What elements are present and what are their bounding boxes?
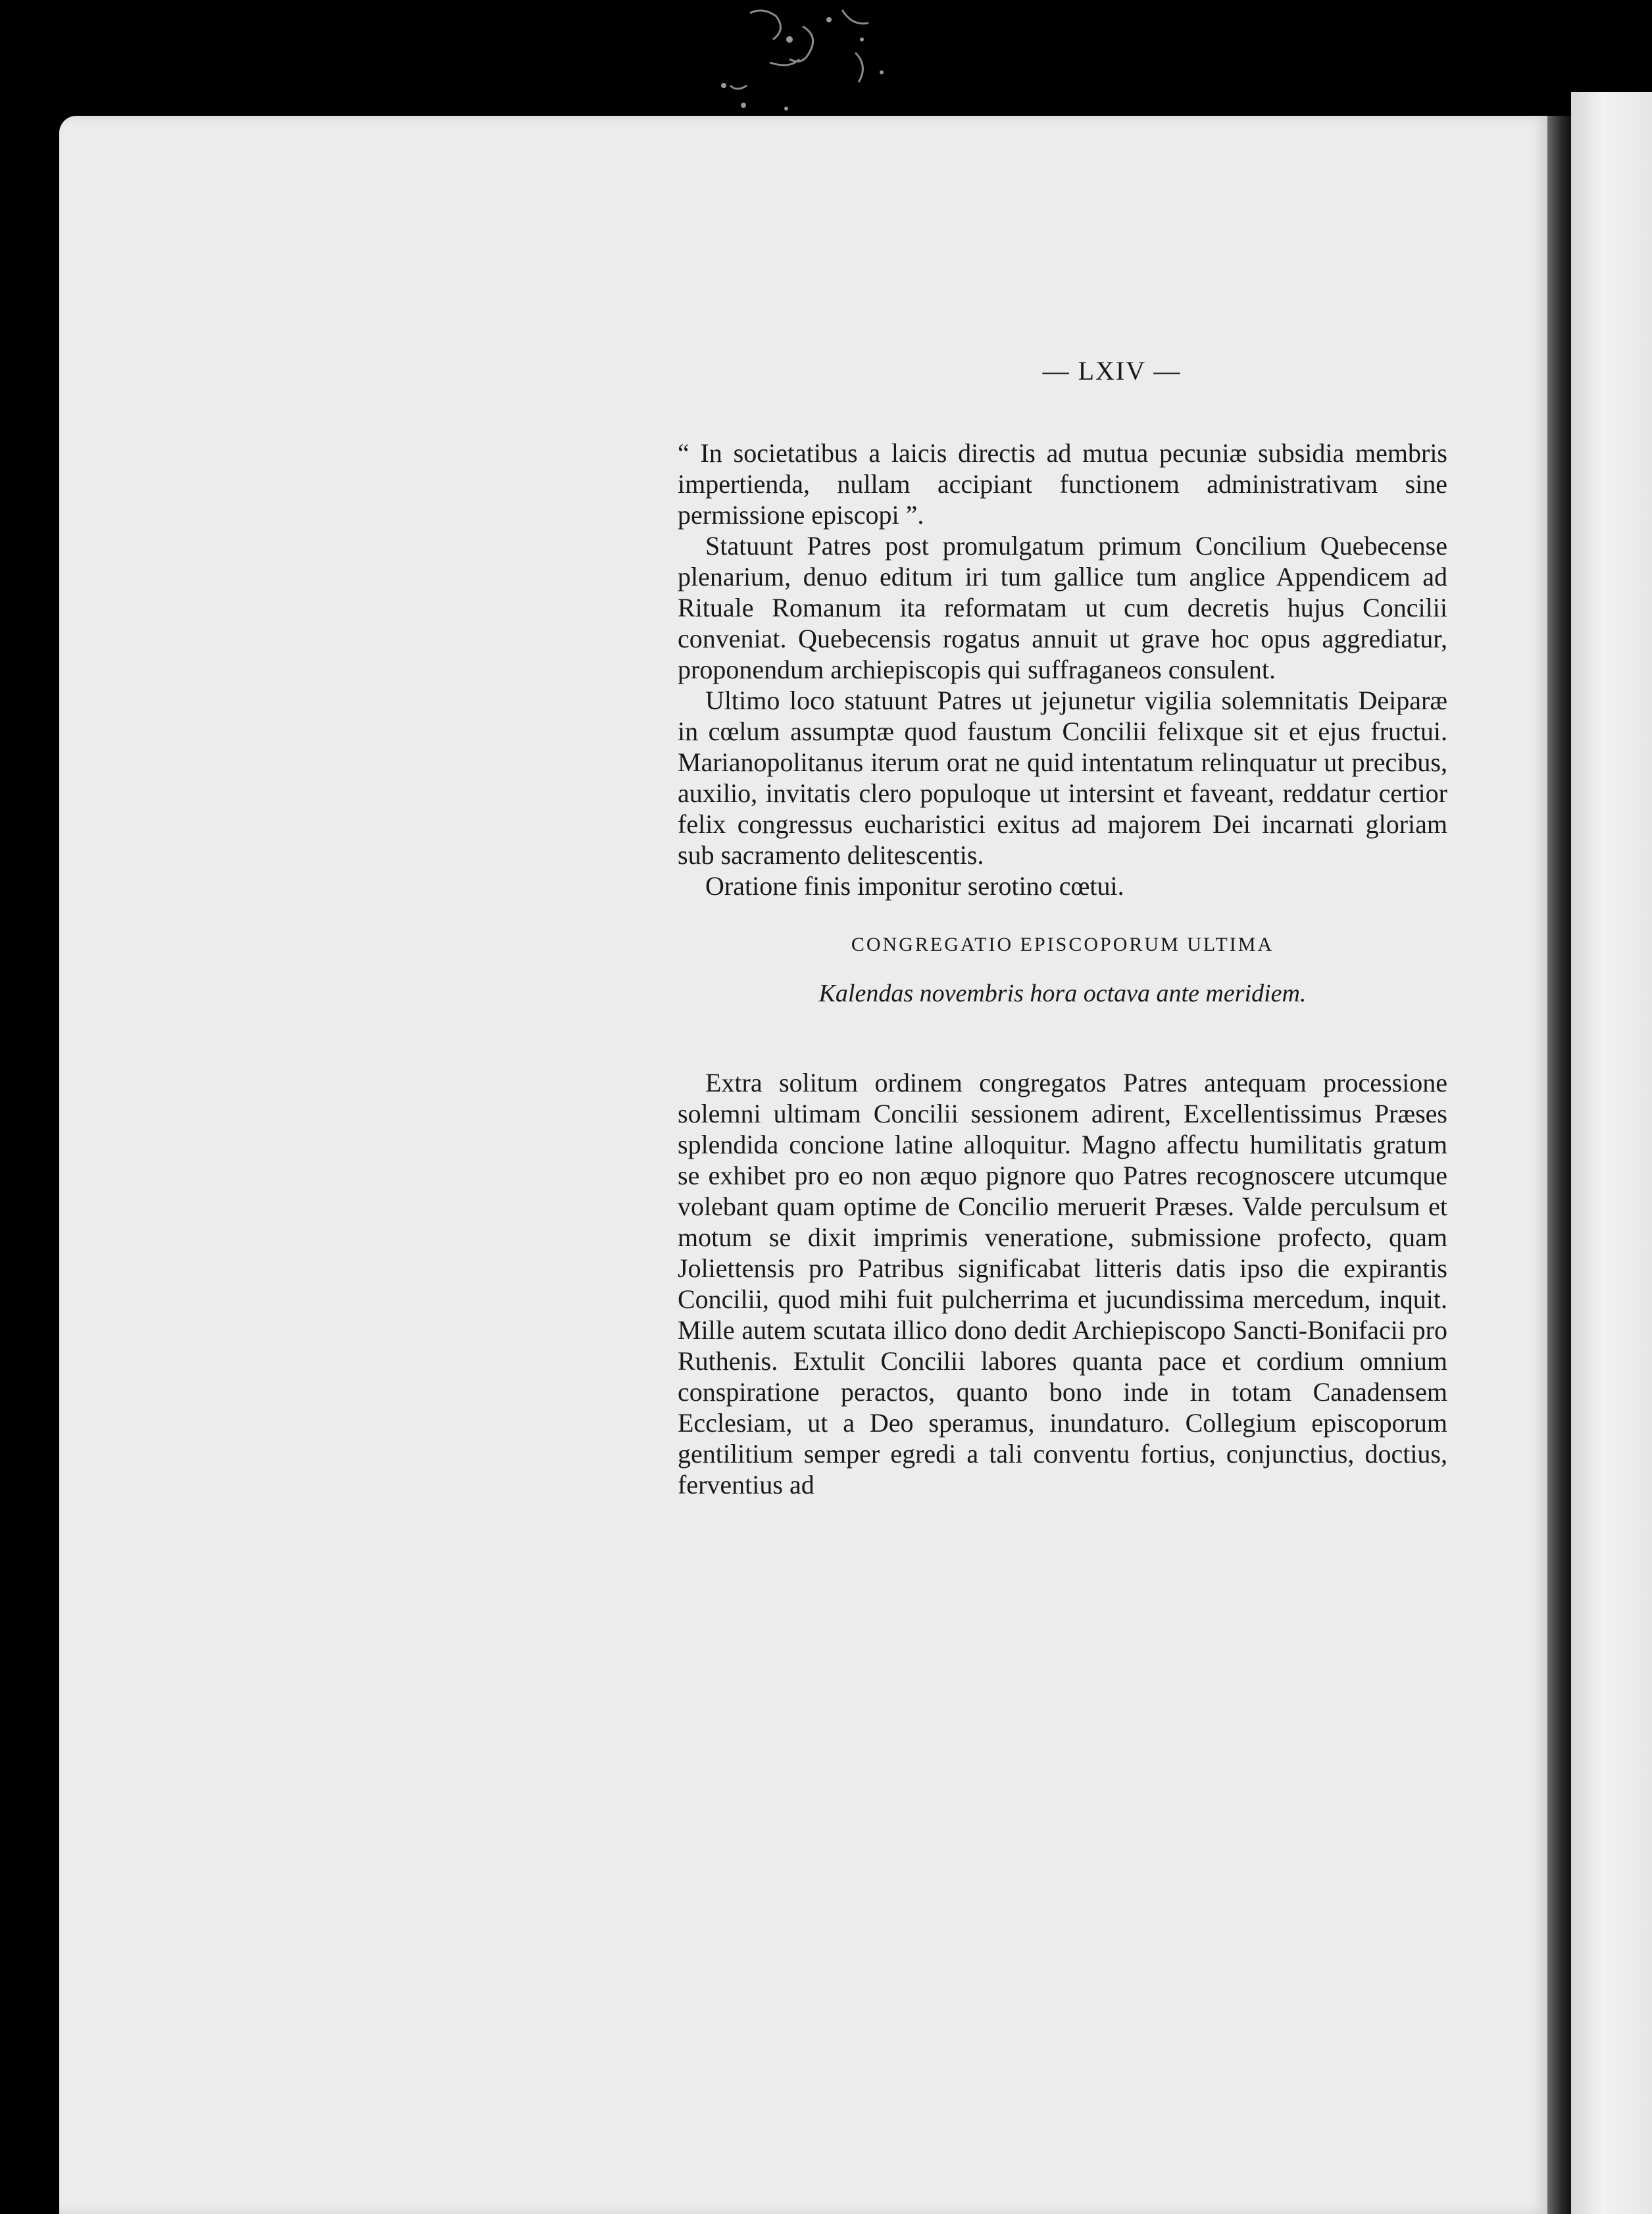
page-text-block: [678, 355, 1447, 1500]
paragraph-appendix: Statuunt Patres post promulgatum primum Concilium Quebecense plenarium, denuo editum iri tum gallice tum anglice Appendicem ad Rituale Romanum ita reformatam ut cum decretis hujus Concilii conveniat. Quebecensis rogatus annuit ut grave hoc opus aggrediatur, proponendum archiepiscopis qui suffraganeos consulent.: [678, 531, 1447, 684]
page-binding-gutter: [1547, 116, 1571, 2214]
paragraph-quote: “ In societatibus a laicis directis ad mutua pecuniæ subsidia membris impertienda, nullam accipiant functionem administrativam sine permissione episcopi ”.: [678, 438, 1447, 530]
running-head-page-number: — LXIV —: [1042, 356, 1182, 386]
paragraph-closing: Oratione finis imponitur serotino cœtui.: [705, 871, 1124, 901]
paragraph-vigil: Ultimo loco statuunt Patres ut jejunetur vigilia solemnitatis Deiparæ in cœlum assumptæ quod faustum Concilii felixque sit et ejus fructui. Marianopolitanus iterum orat ne quid intentatum relinquatur ut precibus, auxilio, invitatis clero populoque ut intersint et faveant, reddatur certior felix congressus eucharistici exitus ad majorem Dei incarnati gloriam sub sacramento delitescentis.: [678, 686, 1447, 870]
adjacent-page-edge: [1571, 92, 1652, 2214]
paragraph-final-congregation: Extra solitum ordinem congregatos Patres antequam processione solemni ultimam Concilii sessionem adirent, Excellentissimus Præses splendida concione latine alloquitur. Magno affectu humilitatis gratum se exhibet pro eo non æquo pignore quo Patres recognoscere utcumque volebant quam optime de Concilio meruerit Præses. Valde perculsum et motum se dixit imprimis veneratione, submissione profecto, quam Joliettensis pro Patribus significabat litteris datis ipso die expirantis Concilii, quod mihi fuit pulcherrima et jucundissima mercedum, inquit. Mille autem scutata illico dono dedit Archiepiscopo Sancti-Bonifacii pro Ruthenis. Extulit Concilii labores quanta pace et cordium omnium conspiratione peractos, quanto bono inde in totam Canadensem Ecclesiam, ut a Deo speramus, inundaturo. Collegium episcoporum gentilitium semper egredi a tali conventu fortius, conjunctius, doctius, ferventius ad: [678, 1068, 1447, 1499]
section-date: Kalendas novembris hora octava ante meridiem.: [818, 980, 1307, 1007]
scan-debris-marks: [671, 0, 947, 115]
section-title: CONGREGATIO EPISCOPORUM ULTIMA: [851, 934, 1274, 955]
